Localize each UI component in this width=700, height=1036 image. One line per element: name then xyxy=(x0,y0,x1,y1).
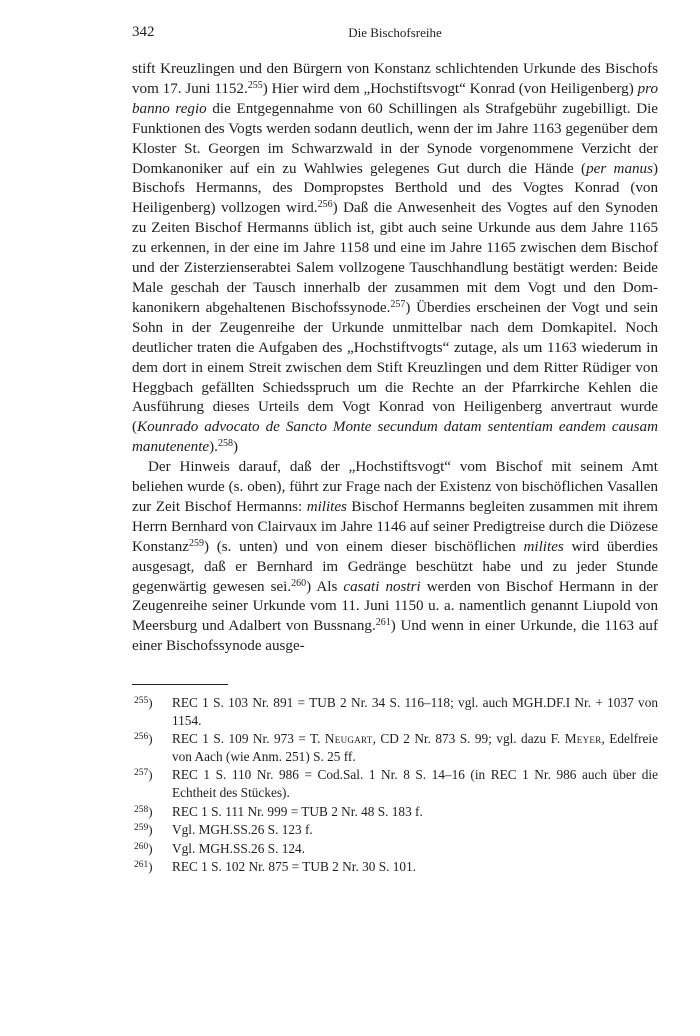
footnote-259 xyxy=(132,821,658,839)
footnote-ref-259: 259 xyxy=(189,537,205,549)
footnote-text: REC 1 S. 110 Nr. 986 = Cod.Sal. 1 Nr. 8 S. 14–16 (in REC 1 Nr. 986 auch über die Echtheit des Stückes). xyxy=(172,767,658,800)
footnote-text: REC 1 S. 102 Nr. 875 = TUB 2 Nr. 30 S. 101. xyxy=(172,859,417,875)
footnote-ref-260: 260 xyxy=(291,577,307,589)
text-run: ) Hier wird dem „Hochstiftsvogt“ Konrad (von Heiligenberg) xyxy=(262,80,638,97)
italic-quote: Kounrado advocato de Sancto Monte secundum datam sententiam eandem causam manutenente xyxy=(132,419,658,456)
footnote-255 xyxy=(132,694,658,729)
footnote-number: $^{261}$) xyxy=(134,859,153,875)
footnote-ref-258: 258 xyxy=(217,438,233,450)
author-name: Meyer xyxy=(564,731,602,747)
footnote-ref-261: 261 xyxy=(375,617,391,629)
footnote-text: REC 1 S. 111 Nr. 999 = TUB 2 Nr. 48 S. 183 f. xyxy=(172,803,423,819)
text-run: ) Bischofs Hermanns, des Dompropstes Berthold und des Vogtes Konrad (von Heiligenberg) vollzogen wird. xyxy=(132,160,658,217)
footnote-divider xyxy=(132,684,228,685)
running-head xyxy=(132,24,658,46)
footnote-257 xyxy=(132,766,658,801)
page-number: 342 xyxy=(132,24,155,40)
footnote-261 xyxy=(132,858,658,876)
footnote-ref-255: 255 xyxy=(247,79,263,91)
italic-phrase: milites xyxy=(523,538,564,555)
footnote-number: $^{260}$) xyxy=(134,840,153,856)
text-run: Bischof Hermanns begleiten zusammen mit ihrem Herrn Bernhard von Clairvaux im Jahre 1146 auf seiner Predigtreise durch die Diözese Konstanz xyxy=(132,498,659,555)
italic-phrase: milites xyxy=(306,498,347,515)
text-run: Der Hinweis darauf, daß der „Hochstiftsvogt“ vom Bischof mit seinem Amt beliehen wurde (s. oben), führt zur Frage nach der Existenz von bischöflichen Vasallen zur Zeit Bischof Hermanns: xyxy=(132,459,658,515)
italic-phrase: pro banno regio xyxy=(132,80,658,117)
footnote-number: $^{257}$) xyxy=(134,767,153,783)
text-run: ) (s. unten) und von einem dieser bischöflichen xyxy=(204,538,524,555)
text-run: stift Kreuzlingen und den Bürgern von Konstanz schlichtenden Urkunde des Bischofs vom 17. Juni 1152. xyxy=(132,61,658,97)
text-run: wird überdies ausgesagt, daß er Bernhard im Gedränge beschützt habe und zu jeder Stunde gegenwärtig gewesen sei. xyxy=(132,538,658,595)
paragraph-1 xyxy=(132,60,658,458)
footnote-260 xyxy=(132,840,658,858)
text-run: werden von Bischof Hermann in der Zeugenreihe seiner Urkunde vom 11. Juni 1150 u. a. namentlich genannt Liupold von Meersburg und Adalbert von Bussnang. xyxy=(132,578,659,635)
text-run: ) Überdies erscheinen der Vogt und sein Sohn in der Zeugenreihe der Urkunde unmittelbar nach dem Domkapitel. Noch deutlicher traten die Aufgaben des „Hochstiftvogts“ zutage, als um 1163 wiederum in dem dort in einem Streit zwischen dem Stift Kreuzlingen und dem Ritter Rüdiger von Heggbach gefällten Schiedsspruch um die Rechte an der Pfarrkirche Kehlen die Ausführung dieses Urteils dem Vogt Konrad von Heiligenberg anvertraut wurde ( xyxy=(132,299,658,436)
footnotes xyxy=(132,694,658,877)
text-run: ) Und wenn in einer Urkunde, die 1163 auf einer Bischofssynode ausge- xyxy=(132,618,659,655)
main-text xyxy=(132,60,658,657)
footnote-number: $^{258}$) xyxy=(134,803,153,819)
italic-phrase: casati nostri xyxy=(343,578,421,595)
footnote-text: Vgl. MGH.SS.26 S. 124. xyxy=(172,840,305,856)
text-run: ). xyxy=(209,439,218,456)
footnote-text: REC 1 S. 103 Nr. 891 = TUB 2 Nr. 34 S. 116–118; vgl. auch MGH.DF.I Nr. + 1037 von 1154. xyxy=(172,695,658,728)
footnote-text: Vgl. MGH.SS.26 S. 123 f. xyxy=(172,822,313,838)
footnote-number: $^{256}$) xyxy=(134,731,153,747)
footnote-ref-256: 256 xyxy=(317,199,333,211)
text-run: ) xyxy=(232,439,238,456)
paragraph-2 xyxy=(132,458,658,657)
footnote-258 xyxy=(132,803,658,821)
footnote-256 xyxy=(132,730,658,765)
footnote-ref-257: 257 xyxy=(390,298,406,310)
author-name: Neugart xyxy=(324,731,373,747)
footnote-text: REC 1 S. 109 Nr. 973 = T. Neugart, CD 2 Nr. 873 S. 99; vgl. dazu F. Meyer, Edelfreie von Aach (wie Anm. 251) S. 25 ff. xyxy=(172,731,658,764)
text-run: die Entgegennahme von 60 Schillingen als Strafgebühr zugebilligt. Die Funktionen des Vogts werden sodann deutlich, wenn der im Jahre 1163 gegenüber dem Kloster St. Georgen im Schwarzwald in der Synode vorgenommene Verzicht der Domkanoniker auf ein zu Wahlwies gelegenes Gut durch die Hände ( xyxy=(132,100,658,177)
text-run: ) Daß die Anwesenheit des Vogtes auf den Synoden zu Zeiten Bischof Hermanns üblich ist, gibt auch seine Urkunde aus dem Jahre 1165 zu erkennen, in der eine im Jahre 1158 und eine im Jahre 1165 zwischen dem Bischof und der Zisterzienserabtei Salem vollzogene Tauschhandlung bestätigt werden: Beide Male geschah der Tausch innerhalb der zusammen mit dem Vogt und den Domkanonikern abgehaltenen Bischofssynode. xyxy=(132,200,658,316)
text-run: ) Als xyxy=(306,578,344,595)
running-title: Die Bischofsreihe xyxy=(348,25,442,40)
footnote-number: $^{255}$) xyxy=(134,695,153,710)
footnote-number: $^{259}$) xyxy=(134,822,153,838)
italic-phrase: per manus xyxy=(586,160,653,177)
